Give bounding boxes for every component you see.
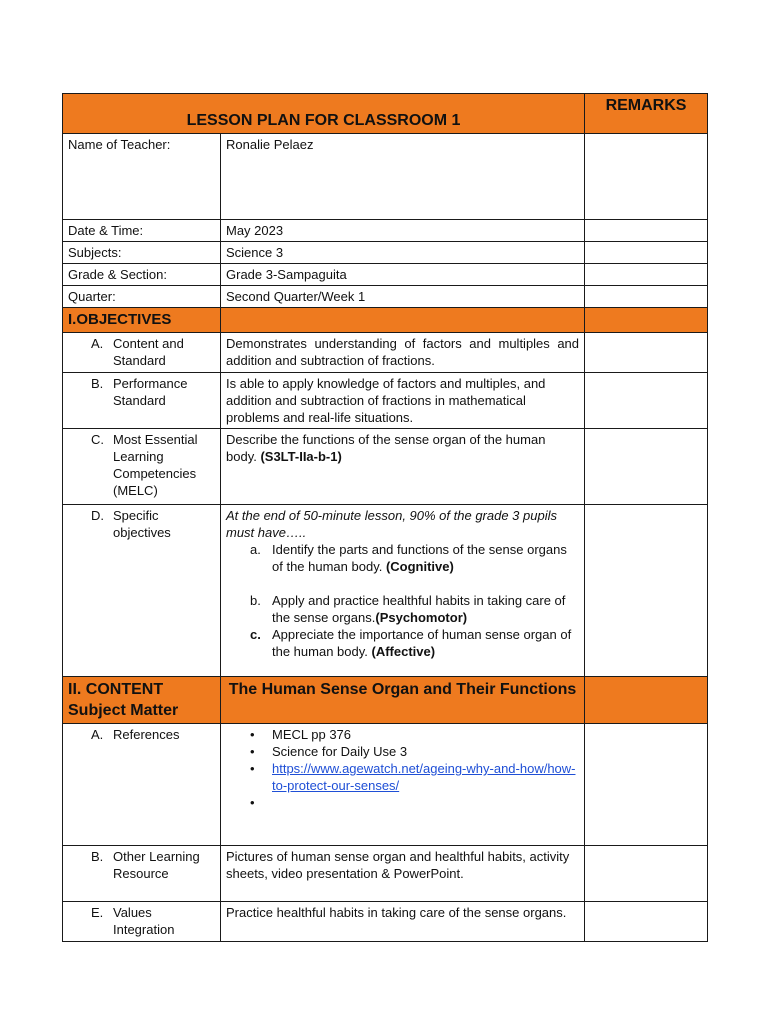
specific-objectives-label: D. Specific objectives: [63, 505, 221, 677]
info-label: Grade & Section:: [63, 264, 221, 286]
info-row-teacher: [63, 134, 708, 220]
values-integration-text: Practice healthful habits in taking care of the sense organs.: [221, 902, 585, 942]
info-value: May 2023: [221, 220, 585, 242]
content-standard-text: Demonstrates understanding of factors and multiples and addition and subtraction of fractions.: [221, 333, 585, 373]
info-row-date: [63, 220, 708, 242]
reference-item: • Science for Daily Use 3: [272, 743, 579, 760]
info-row-subjects: [63, 242, 708, 264]
info-value: Science 3: [221, 242, 585, 264]
reference-item: • MECL pp 376: [272, 726, 579, 743]
remarks-cell: [585, 846, 708, 902]
performance-standard-text: Is able to apply knowledge of factors and multiples, and addition and subtraction of fractions in mathematical problems and real-life situations.: [221, 373, 585, 429]
reference-item-link: [272, 760, 579, 794]
objective-item-cognitive: a. Identify the parts and functions of the sense organs of the human body. (Cognitive): [250, 542, 567, 574]
remarks-cell: [585, 677, 708, 724]
values-integration-row: [63, 902, 708, 942]
other-resources-row: [63, 846, 708, 902]
remarks-cell: [585, 429, 708, 505]
info-label: Subjects:: [63, 242, 221, 264]
remarks-cell: [585, 902, 708, 942]
remarks-cell: [585, 308, 708, 333]
content-title: The Human Sense Organ and Their Functions: [221, 677, 585, 724]
info-label: Date & Time:: [63, 220, 221, 242]
reference-link[interactable]: https://www.agewatch.net/ageing-why-and-how/how-to-protect-our-senses/: [272, 761, 576, 793]
other-resources-text: Pictures of human sense organ and healthful habits, activity sheets, video presentation & PowerPoint.: [221, 846, 585, 902]
references-label: A. References: [63, 724, 221, 846]
objectives-heading: I.OBJECTIVES: [63, 308, 221, 333]
other-resources-label: B. Other Learning Resource: [63, 846, 221, 902]
remarks-cell: [585, 242, 708, 264]
references-row: [63, 724, 708, 846]
remarks-heading: REMARKS: [585, 94, 708, 134]
info-value: Grade 3-Sampaguita: [221, 264, 585, 286]
references-list: [226, 726, 579, 811]
info-value: Ronalie Pelaez: [221, 134, 585, 220]
remarks-cell: [585, 505, 708, 677]
objective-item-psychomotor: b. Apply and practice healthful habits in taking care of the sense organs.(Psychomotor): [250, 593, 566, 625]
content-heading: II. CONTENT Subject Matter: [63, 677, 221, 724]
remarks-cell: [585, 724, 708, 846]
reference-item-empty: [272, 794, 579, 811]
references-text: [221, 724, 585, 846]
remarks-cell: [585, 286, 708, 308]
info-label: Name of Teacher:: [63, 134, 221, 220]
objectives-heading-row: [63, 308, 708, 333]
melc-label: C. Most Essential Learning Competencies (MELC): [63, 429, 221, 505]
remarks-cell: [585, 373, 708, 429]
lesson-plan-table: [62, 93, 708, 942]
remarks-cell: [585, 220, 708, 242]
content-standard-label: A. Content and Standard: [63, 333, 221, 373]
info-label: Quarter:: [63, 286, 221, 308]
melc-text: Describe the functions of the sense organ of the human body. (S3LT-IIa-b-1): [221, 429, 585, 505]
values-integration-label: E. Values Integration: [63, 902, 221, 942]
performance-standard-row: [63, 373, 708, 429]
performance-standard-label: B. Performance Standard: [63, 373, 221, 429]
remarks-cell: [585, 264, 708, 286]
remarks-cell: [585, 333, 708, 373]
content-standard-row: [63, 333, 708, 373]
info-row-grade: [63, 264, 708, 286]
objective-item-affective: c. Appreciate the importance of human sense organ of the human body. (Affective): [250, 627, 572, 659]
specific-objectives-list: [226, 541, 579, 660]
melc-row: [63, 429, 708, 505]
specific-objectives-intro: At the end of 50-minute lesson, 90% of the grade 3 pupils must have…..: [226, 508, 557, 540]
header-row: [63, 94, 708, 134]
lesson-plan-title: LESSON PLAN FOR CLASSROOM 1: [63, 94, 585, 134]
melc-code: (S3LT-IIa-b-1): [260, 449, 342, 464]
specific-objectives-text: [221, 505, 585, 677]
info-row-quarter: [63, 286, 708, 308]
remarks-cell: [585, 134, 708, 220]
specific-objectives-row: [63, 505, 708, 677]
info-value: Second Quarter/Week 1: [221, 286, 585, 308]
content-heading-row: [63, 677, 708, 724]
objectives-heading-blank: [221, 308, 585, 333]
